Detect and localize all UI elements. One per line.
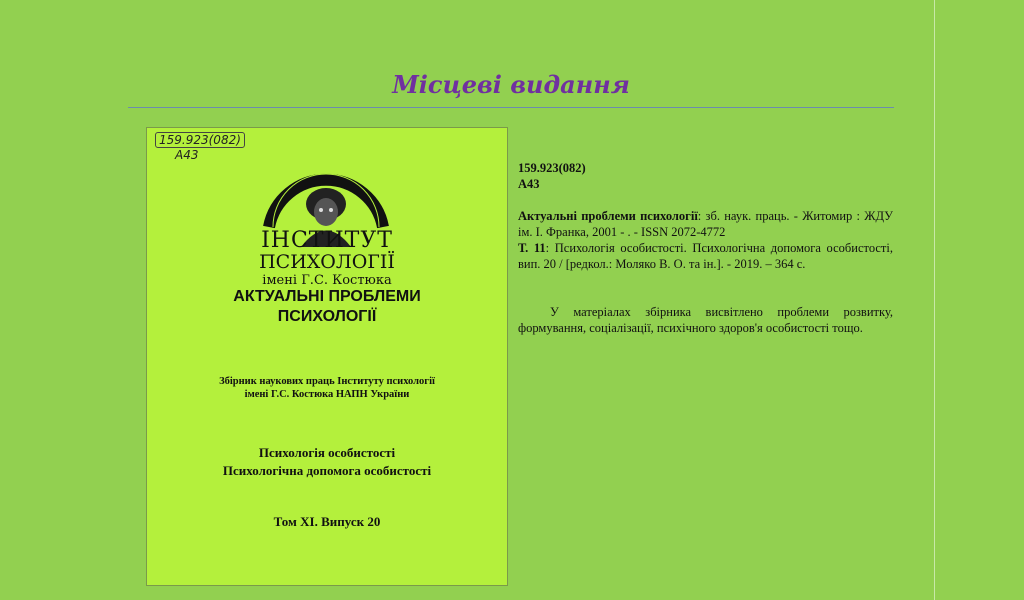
udc-code: 159.923(082)	[518, 161, 586, 175]
page-edge-divider	[934, 0, 935, 600]
record-title	[518, 208, 893, 240]
record-title-bold: Актуальні проблеми психології	[518, 209, 698, 223]
record-volume-bold: Т. 11	[518, 241, 546, 255]
catalog-record	[518, 160, 893, 336]
record-volume	[518, 240, 893, 272]
cover-topic-line2: Психологічна допомога особистості	[222, 463, 432, 478]
record-volume-rest: : Психологія особистості. Психологічна допомога особистості, вип. 20 / [редкол.: Моляко В. О. та ін.]. - 2019. – 364 с.	[518, 241, 893, 271]
cover-subtitle-line1: Збірник наукових праць Інституту психології	[219, 376, 435, 387]
sticker-code2: А43	[175, 148, 199, 162]
library-sticker	[155, 132, 245, 162]
cover-topic-line1: Психологія особистості	[258, 445, 396, 460]
record-title-rest: : зб. наук. праць. - Житомир : ЖДУ ім. І. Франка, 2001 - . - ISSN 2072-4772	[518, 209, 893, 239]
record-abstract: У матеріалах збірника висвітлено проблеми розвитку, формування, соціалізації, психічного здоров'я особистості тощо.	[518, 305, 893, 335]
institute-name-line2: ПСИХОЛОГІЇ	[259, 251, 395, 273]
institute-name-line3: імені Г.С. Костюка	[262, 273, 392, 288]
page-title: Місцеві видання	[392, 70, 630, 99]
institute-name-line1: ІНСТИТУТ	[261, 228, 393, 253]
cover-subtitle-line2: імені Г.С. Костюка НАПН України	[244, 389, 410, 400]
cover-volume: Том ХІ. Випуск 20	[273, 514, 381, 529]
title-underline	[128, 107, 894, 108]
cover-title-line1: АКТУАЛЬНІ ПРОБЛЕМИ	[233, 288, 421, 305]
cover-title-line2: ПСИХОЛОГІЇ	[277, 308, 377, 325]
book-cover-image	[146, 127, 508, 586]
sticker-code: 159.923(082)	[155, 132, 245, 148]
author-mark: А43	[518, 177, 540, 191]
